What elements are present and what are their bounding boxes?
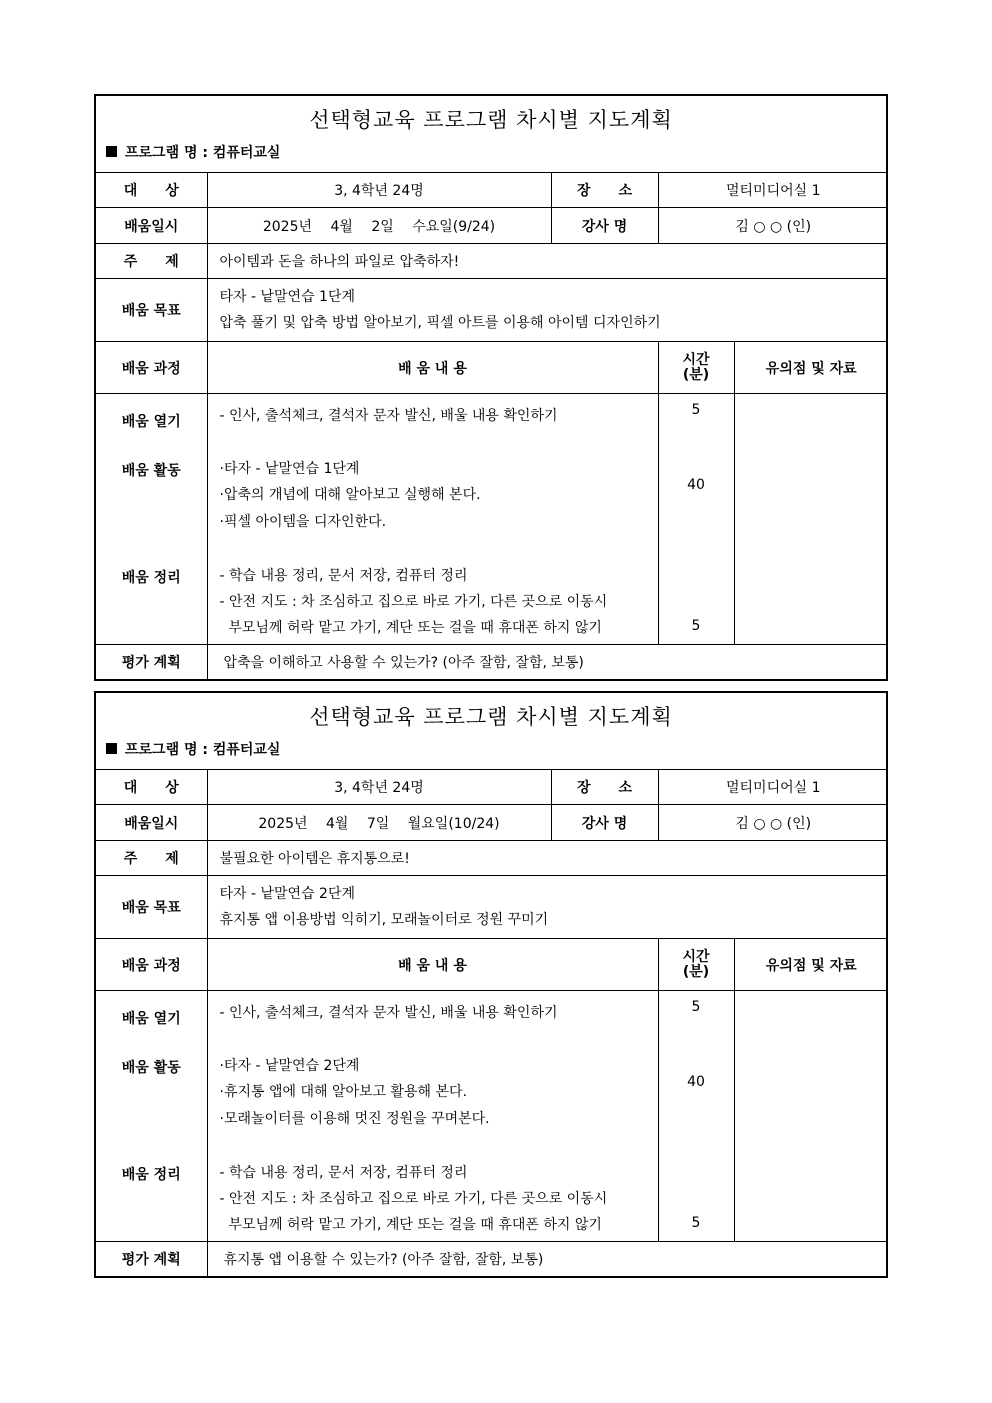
goal-value <box>207 279 888 342</box>
target-label: 대 상 <box>96 173 207 208</box>
time-header: 시간 (분) <box>658 939 734 991</box>
plan-table <box>96 769 888 1276</box>
place-label: 장 소 <box>551 173 658 208</box>
content-line: ·픽셀 아이템을 디자인한다. <box>219 514 387 530</box>
time-value: 5 <box>691 402 701 418</box>
eval-value: 휴지통 앱 이용할 수 있는가? (아주 잘함, 잘함, 보통) <box>207 1242 888 1276</box>
target-value: 3, 4학년 24명 <box>207 173 551 208</box>
date-value: 2025년 4월 2일 수요일(9/24) <box>207 208 551 244</box>
content-line: ·타자 - 낱말연습 1단계 <box>219 461 360 477</box>
phase-column <box>96 394 207 645</box>
phase-column <box>96 991 207 1242</box>
topic-label: 주 제 <box>96 841 207 876</box>
process-label: 배움 과정 <box>96 342 207 394</box>
content-line: - 인사, 출석체크, 결석자 문자 발신, 배울 내용 확인하기 <box>219 1005 558 1021</box>
time-header: 시간 (분) <box>658 342 734 394</box>
phase-label: 배움 열기 <box>121 1011 181 1027</box>
time-column <box>658 394 734 645</box>
content-line: - 학습 내용 정리, 문서 저장, 컴퓨터 정리 <box>219 1165 468 1181</box>
plan-title: 선택형교육 프로그램 차시별 지도계획 <box>309 108 673 132</box>
phase-label: 배움 정리 <box>121 1167 181 1183</box>
time-column <box>658 991 734 1242</box>
square-bullet-icon <box>106 146 117 157</box>
notes-column <box>734 991 888 1242</box>
process-label: 배움 과정 <box>96 939 207 991</box>
goal-line: 휴지통 앱 이용방법 익히기, 모래놀이터로 정원 꾸미기 <box>219 912 549 928</box>
content-line: - 안전 지도 : 차 조심하고 집으로 바로 가기, 다른 곳으로 이동시 <box>219 1191 608 1207</box>
content-header: 배 움 내 용 <box>207 939 658 991</box>
content-line: - 안전 지도 : 차 조심하고 집으로 바로 가기, 다른 곳으로 이동시 <box>219 594 608 610</box>
goal-value <box>207 876 888 939</box>
topic-value: 아이템과 돈을 하나의 파일로 압축하자! <box>207 244 888 279</box>
lesson-plan-1 <box>94 94 888 681</box>
target-value: 3, 4학년 24명 <box>207 770 551 805</box>
content-header: 배 움 내 용 <box>207 342 658 394</box>
eval-value: 압축을 이해하고 사용할 수 있는가? (아주 잘함, 잘함, 보통) <box>207 645 888 679</box>
notes-header: 유의점 및 자료 <box>734 342 888 394</box>
time-value: 40 <box>687 477 705 493</box>
content-line: 부모님께 허락 맡고 가기, 계단 또는 걸을 때 휴대폰 하지 않기 <box>219 620 602 636</box>
goal-label: 배움 목표 <box>96 279 207 342</box>
content-line: ·휴지통 앱에 대해 알아보고 활용해 본다. <box>219 1084 468 1100</box>
teacher-value: 김 ○ ○ (인) <box>658 208 888 244</box>
phase-label: 배움 열기 <box>121 414 181 430</box>
place-label: 장 소 <box>551 770 658 805</box>
plan-title: 선택형교육 프로그램 차시별 지도계획 <box>309 705 673 729</box>
date-label: 배움일시 <box>96 805 207 841</box>
lesson-plan-2 <box>94 691 888 1278</box>
date-label: 배움일시 <box>96 208 207 244</box>
square-bullet-icon <box>106 743 117 754</box>
content-line: ·모래놀이터를 이용해 멋진 정원을 꾸며본다. <box>219 1111 490 1127</box>
content-line: ·타자 - 낱말연습 2단계 <box>219 1058 360 1074</box>
eval-label: 평가 계획 <box>96 1242 207 1276</box>
teacher-label: 강사 명 <box>551 805 658 841</box>
place-value: 멀티미디어실 1 <box>658 173 888 208</box>
time-value: 5 <box>691 618 701 634</box>
notes-column <box>734 394 888 645</box>
phase-label: 배움 활동 <box>121 463 181 479</box>
goal-line: 압축 풀기 및 압축 방법 알아보기, 픽셀 아트를 이용해 아이템 디자인하기 <box>219 315 661 331</box>
content-column <box>207 991 658 1242</box>
time-value: 40 <box>687 1074 705 1090</box>
program-label: 프로그램 명 : 컴퓨터교실 <box>125 145 281 161</box>
eval-label: 평가 계획 <box>96 645 207 679</box>
program-name <box>96 142 886 172</box>
content-line: 부모님께 허락 맡고 가기, 계단 또는 걸을 때 휴대폰 하지 않기 <box>219 1217 602 1233</box>
program-name <box>96 739 886 769</box>
teacher-value: 김 ○ ○ (인) <box>658 805 888 841</box>
program-label: 프로그램 명 : 컴퓨터교실 <box>125 742 281 758</box>
notes-header: 유의점 및 자료 <box>734 939 888 991</box>
target-label: 대 상 <box>96 770 207 805</box>
content-line: ·압축의 개념에 대해 알아보고 실행해 본다. <box>219 487 481 503</box>
time-value: 5 <box>691 1215 701 1231</box>
topic-value: 불필요한 아이템은 휴지통으로! <box>207 841 888 876</box>
phase-label: 배움 활동 <box>121 1060 181 1076</box>
content-column <box>207 394 658 645</box>
phase-label: 배움 정리 <box>121 570 181 586</box>
goal-label: 배움 목표 <box>96 876 207 939</box>
plan-table <box>96 172 888 679</box>
content-line: - 인사, 출석체크, 결석자 문자 발신, 배울 내용 확인하기 <box>219 408 558 424</box>
place-value: 멀티미디어실 1 <box>658 770 888 805</box>
goal-line: 타자 - 낱말연습 2단계 <box>219 886 356 902</box>
content-line: - 학습 내용 정리, 문서 저장, 컴퓨터 정리 <box>219 568 468 584</box>
time-value: 5 <box>691 999 701 1015</box>
date-value: 2025년 4월 7일 월요일(10/24) <box>207 805 551 841</box>
topic-label: 주 제 <box>96 244 207 279</box>
goal-line: 타자 - 낱말연습 1단계 <box>219 289 356 305</box>
teacher-label: 강사 명 <box>551 208 658 244</box>
